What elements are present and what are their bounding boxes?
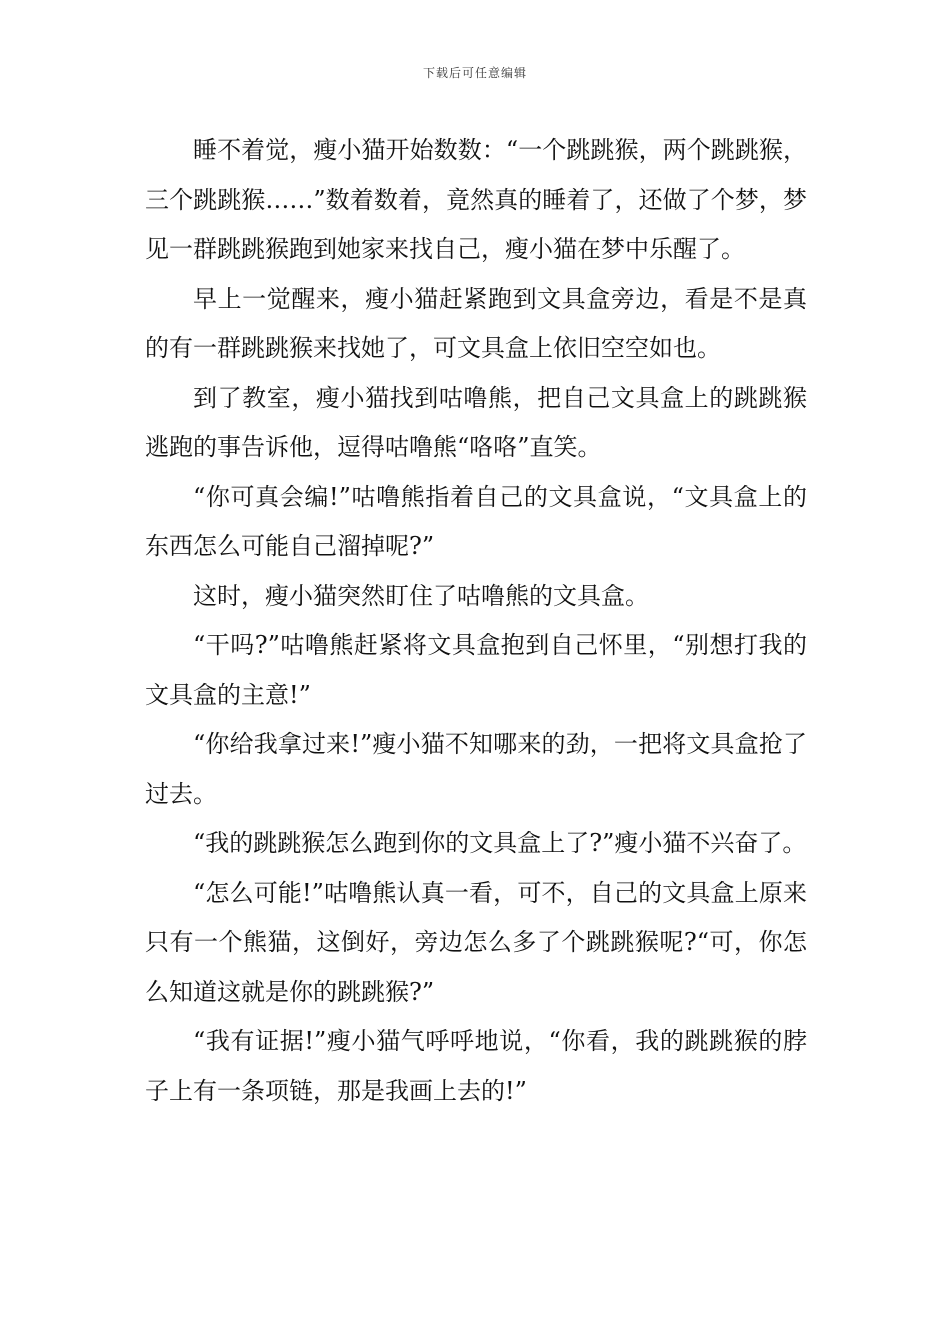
paragraph: “干吗?”咕噜熊赶紧将文具盒抱到自己怀里，“别想打我的文具盒的主意!” <box>145 631 807 709</box>
paragraph: “我有证据!”瘦小猫气呼呼地说，“你看，我的跳跳猴的脖子上有一条项链，那是我画上去的!” <box>145 1027 807 1105</box>
paragraph: “你给我拿过来!”瘦小猫不知哪来的劲，一把将文具盒抢了过去。 <box>145 730 807 808</box>
story-body <box>145 126 807 1116</box>
paragraph: 这时，瘦小猫突然盯住了咕噜熊的文具盒。 <box>193 581 649 610</box>
paragraph: “我的跳跳猴怎么跑到你的文具盒上了?”瘦小猫不兴奋了。 <box>193 829 807 857</box>
paragraph: 早上一觉醒来，瘦小猫赶紧跑到文具盒旁边，看是不是真的有一群跳跳猴来找她了，可文具盒上依旧空空如也。 <box>145 284 807 362</box>
page-header: 下载后可任意编辑 <box>422 66 527 80</box>
paragraph: “你可真会编!”咕噜熊指着自己的文具盒说，“文具盒上的东西怎么可能自己溜掉呢?” <box>145 482 807 560</box>
paragraph: “怎么可能!”咕噜熊认真一看，可不，自己的文具盒上原来只有一个熊猫，这倒好，旁边怎么多了个跳跳猴呢?“可，你怎么知道这就是你的跳跳猴?” <box>145 878 807 1006</box>
paragraph: 到了教室，瘦小猫找到咕噜熊，把自己文具盒上的跳跳猴逃跑的事告诉他，逗得咕噜熊“咯咯”直笑。 <box>145 383 807 461</box>
paragraph: 睡不着觉，瘦小猫开始数数：“一个跳跳猴，两个跳跳猴，三个跳跳猴……”数着数着，竟然真的睡着了，还做了个梦，梦见一群跳跳猴跑到她家来找自己，瘦小猫在梦中乐醒了。 <box>145 136 807 263</box>
